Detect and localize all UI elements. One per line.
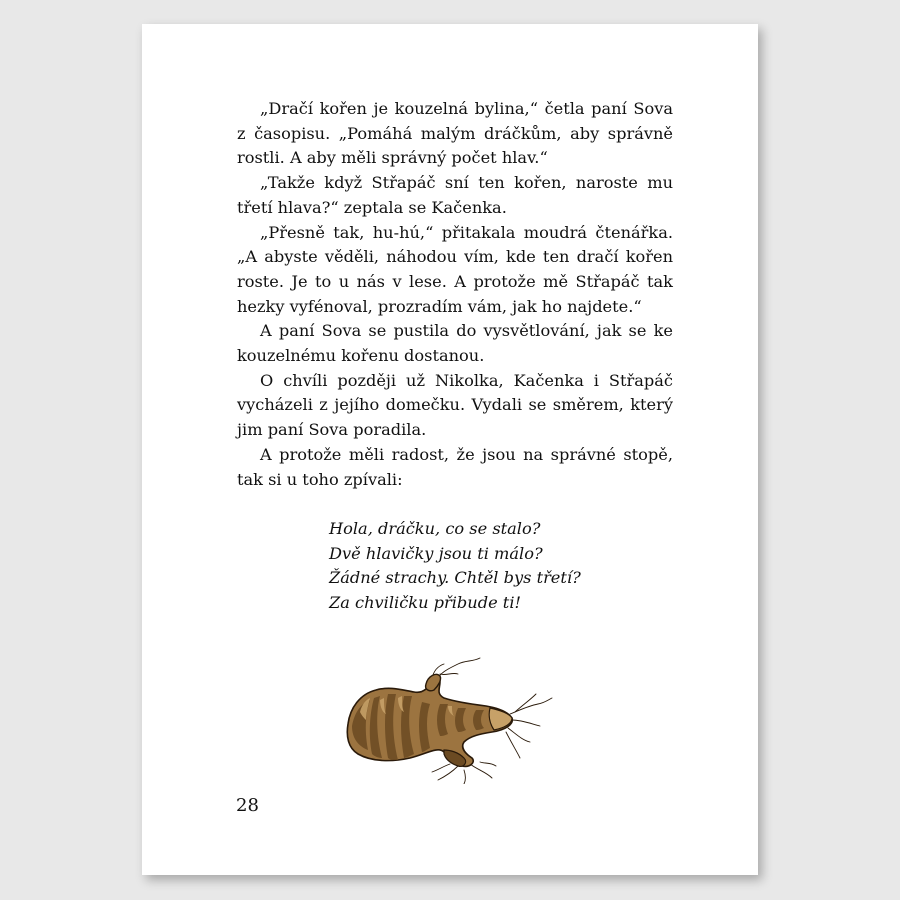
paragraph: A protože měli radost, že jsou na správné stopě, tak si u toho zpívali: — [237, 444, 673, 489]
paragraph: O chvíli později už Nikolka, Kačenka i Střapáč vycházeli z jejího domečku. Vydali se směrem, který jim paní Sova poradila. — [237, 370, 673, 440]
paragraph: A paní Sova se pustila do vysvětlování, jak se ke kouzelnému kořenu dostanou. — [237, 321, 673, 366]
paragraph: „Přesně tak, hu-hú,“ přitakala moudrá čtenářka. „A abyste věděli, náhodou vím, kde ten dračí kořen roste. Je to u nás v lese. A protože mě Střapáč tak hezky vyfénoval, prozradím vám, jak ho najdete.“ — [237, 222, 673, 316]
verse-line: Žádné strachy. Chtěl bys třetí? — [329, 568, 581, 588]
page-number: 28 — [236, 795, 259, 816]
verse-line: Za chviličku přibude ti! — [329, 592, 521, 612]
paragraph: „Takže když Střapáč sní ten kořen, naroste mu třetí hlava?“ zeptala se Kačenka. — [237, 173, 673, 217]
verse-line: Dvě hlavičky jsou ti málo? — [329, 543, 543, 563]
paragraph: „Dračí kořen je kouzelná bylina,“ četla paní Sova z časopisu. „Pomáhá malým dráčkům, aby správně rostli. A aby měli správný počet hlav.“ — [237, 99, 673, 168]
dragon-root-illustration — [340, 654, 555, 784]
book-page — [142, 24, 758, 875]
song-verse — [329, 517, 629, 615]
verse-line: Hola, dráčku, co se stalo? — [329, 519, 541, 538]
body-text — [237, 97, 673, 492]
